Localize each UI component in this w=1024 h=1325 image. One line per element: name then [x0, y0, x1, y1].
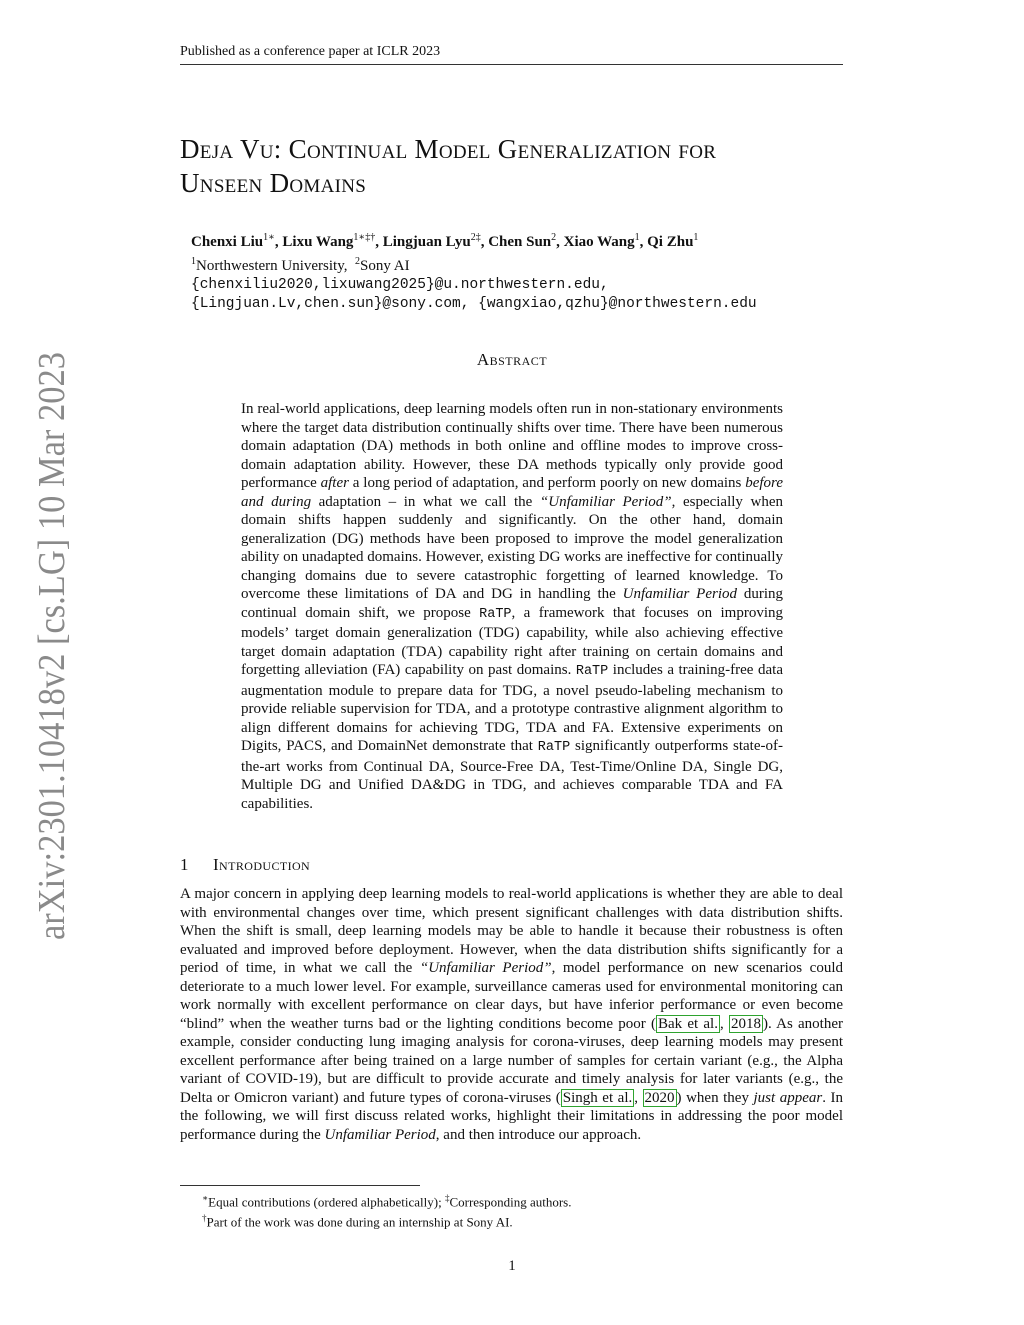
- footnote-mark: ∗: [202, 1193, 209, 1203]
- footnote-mark: †: [202, 1213, 207, 1224]
- abstract-text: includes a training-free data augmentation module to prepare data for TDG, a novel pseudo-labeling mechanism to provide reliable supervision for TDA, and a prototype contrastive alignment algorithm to align different domains for achieving TDG, TDA and FA. Extensive experiments on Digits, PACS, and DomainNet demonstrate that: [241, 662, 783, 754]
- intro-emphasis: Unfamiliar Period: [324, 1126, 436, 1143]
- author-name: Chen Sun: [488, 234, 552, 250]
- citation-link[interactable]: 2020: [644, 1089, 675, 1106]
- author-name: Qi Zhu: [647, 234, 694, 250]
- footnote-1: [202, 1190, 802, 1210]
- intro-emphasis: just appear: [753, 1089, 823, 1106]
- author-name: Chenxi Liu: [191, 234, 264, 250]
- intro-text: . In the following, we will first discuss related works, highlight their limitations in addressing the poor model performance during the: [180, 1089, 843, 1143]
- affiliation-sup: 2: [355, 256, 360, 267]
- section-title: Introduction: [213, 855, 311, 874]
- footnote-mark: ‡: [444, 1193, 450, 1203]
- email-line-1: {chenxiliu2020,lixuwang2025}@u.northwestern.edu,: [191, 277, 609, 293]
- footnote-text: Equal contributions (ordered alphabetically);: [208, 1194, 445, 1210]
- section-heading: [180, 855, 780, 875]
- intro-paragraph: A major concern in applying deep learning models to real-world applications is whether they are able to deal with environmental changes over time, which present significant challenges with data distribution shifts. When the shift is small, deep learning models may be able to handle it because their robustness is often evaluated and improved before deployment. However, when the data distribution shifts significantly for a period of time, in what we call the “Unfamiliar Period”, model performance on new scenarios could deteriorate to a much lower level. For example, surveillance cameras used for environmental monitoring can work normally with excellent performance on clear days, but have inferior performance or even become “blind” when the weather turns bad or the lighting conditions become poor ( Bak et al. , 2018 ). As another example, consider conducting lung imaging analysis for corona-viruses, deep learning models may present excellent performance after being trained on a large number of samples for certain variant (e.g., the Alpha variant of COVID-19), but are difficult to provide accurate and timely analysis for later variants (e.g., the Delta or Omicron variant) and future types of corona-viruses ( Singh et al. , 2020 ) when they just appear. In the following, we will first discuss related works, highlight their limitations in addressing the poor model performance during the Unfamiliar Period, and then introduce our approach.: [180, 886, 843, 1143]
- method-name: RaTP: [575, 664, 609, 679]
- footnotes: [202, 1190, 802, 1231]
- abstract-text: In real-world applications, deep learning models often run in non-stationary environments where the target data distribution continually shifts over time. There have been numerous domain adaptation (DA) methods in both online and offline modes to improve cross-domain adaptation ability. However, these DA methods typically only provide good performance: [241, 401, 783, 491]
- paper-title: [180, 132, 860, 200]
- abstract-text: adaptation – in what we call the: [311, 493, 540, 510]
- author-names: Chenxi Liu$^{1∗}$, Lixu Wang$^{1∗\ddagger\dagger}$, Lingjuan Lyu$^{2\ddagger}$, Chen Sun$^2$, Xiao Wang$^1$, Qi Zhu$^1$: [191, 232, 699, 250]
- section-number: 1: [180, 855, 189, 874]
- footnote-rule: [180, 1185, 420, 1186]
- author-name: Lingjuan Lyu: [382, 234, 471, 250]
- intro-text: ). As another example, consider conducting lung imaging analysis for corona-viruses, deep learning models may present excellent performance after being trained on a large number of samples for certain variant (e.g., the Alpha variant of COVID-19), but are difficult to provide accurate and timely analysis for later variants (e.g., the Delta or Omicron variant) and future types of corona-viruses (: [180, 1015, 843, 1106]
- abstract-text: a long period of adaptation, and perform poorly on new domains: [348, 475, 746, 491]
- citation-link[interactable]: Singh et al.: [562, 1089, 633, 1106]
- author-block: [191, 228, 891, 314]
- email-line-2: {Lingjuan.Lv,chen.sun}@sony.com, {wangxiao,qzhu}@northwestern.edu: [191, 296, 757, 312]
- intro-text: , model performance on new scenarios could deteriorate to a much lower level. For example, surveillance cameras used for environmental monitoring can work normally with excellent performance on clear days, but have inferior performance or even become “blind” when the weather turns bad or the lighting conditions become poor (: [180, 960, 843, 1032]
- abstract-text: significantly outperforms state-of-the-art works from Continual DA, Source-Free DA, Test-Time/Online DA, Single DG, Multiple DG and Unified DA&DG in TDG, and achieves comparable TDA and FA capabilities.: [241, 738, 783, 812]
- intro-text: , and then introduce our approach.: [435, 1126, 642, 1143]
- arxiv-stamp-svg: [22, 350, 74, 940]
- author-sup: 1: [634, 232, 640, 243]
- author-sup: 1∗: [263, 232, 275, 243]
- affiliation-sony: Sony AI: [360, 258, 410, 274]
- abstract-heading: Abstract: [476, 350, 548, 369]
- abstract-text: , a framework that focuses on improving models’ target domain generalization (TDG) capability, while also achieving effective target domain adaptation (TDA) capability right after training on certain domains and forgetting alleviation (FA) capability on past domains.: [241, 604, 783, 678]
- intro-text: ) when they: [676, 1089, 754, 1106]
- abstract-emphasis: after: [320, 475, 349, 491]
- abstract-body: [241, 400, 783, 813]
- citation-link[interactable]: 2018: [730, 1015, 761, 1032]
- abstract-text: , especially when domain shifts happen suddenly and significantly. On the other hand, domain generalization (DG) methods have been proposed to improve the model generalization ability on unadapted domains. However, existing DG works are ineffective for continually changing domains due to severe catastrophic forgetting of learned knowledge. To overcome these limitations of DA and DG in handling the: [241, 493, 783, 602]
- author-name: Lixu Wang: [282, 234, 354, 250]
- title-line-1: Deja Vu: Continual Model Generalization for: [180, 134, 717, 164]
- author-sup: 1∗‡†: [353, 232, 376, 243]
- affiliations: [191, 252, 891, 276]
- abstract-text: during continual domain shift, we propose: [241, 586, 784, 621]
- method-name: RaTP: [479, 606, 512, 622]
- author-sup: 2: [551, 232, 557, 243]
- author-sup: 1: [693, 232, 699, 243]
- footnote-text: Corresponding authors.: [449, 1194, 572, 1210]
- footnote-2: [202, 1210, 802, 1230]
- intro-text: A major concern in applying deep learning models to real-world applications is whether they are able to deal with environmental changes over time, which present significant challenges with data distribution shifts. When the shift is small, deep learning models may be able to handle it because their robustness is often evaluated and improved before deployment. However, when the data distribution shifts significantly for a period of time, in what we call the: [180, 886, 843, 976]
- intro-emphasis: “Unfamiliar Period”: [419, 960, 552, 976]
- abstract-emphasis: Unfamiliar Period: [622, 586, 737, 602]
- page-number: 1: [508, 1258, 516, 1274]
- running-header: Published as a conference paper at ICLR 2023: [180, 44, 843, 65]
- citation-link[interactable]: Bak et al.: [657, 1015, 718, 1032]
- affiliation-northwestern: Northwestern University,: [196, 258, 348, 274]
- arxiv-stamp-text: arXiv:2301.10418v2 [cs.LG] 10 Mar 2023: [31, 350, 73, 940]
- arxiv-stamp: [22, 350, 74, 940]
- affiliation-sup: 1: [191, 256, 196, 267]
- title-line-2: Unseen Domains: [180, 168, 367, 198]
- footnote-text: Part of the work was done during an internship at Sony AI.: [206, 1214, 513, 1230]
- author-name: Xiao Wang: [563, 234, 635, 250]
- author-sup: 2‡: [470, 232, 481, 243]
- abstract-emphasis: “Unfamiliar Period”: [539, 493, 672, 510]
- abstract-emphasis: before and during: [241, 475, 783, 510]
- method-name: RaTP: [537, 740, 571, 755]
